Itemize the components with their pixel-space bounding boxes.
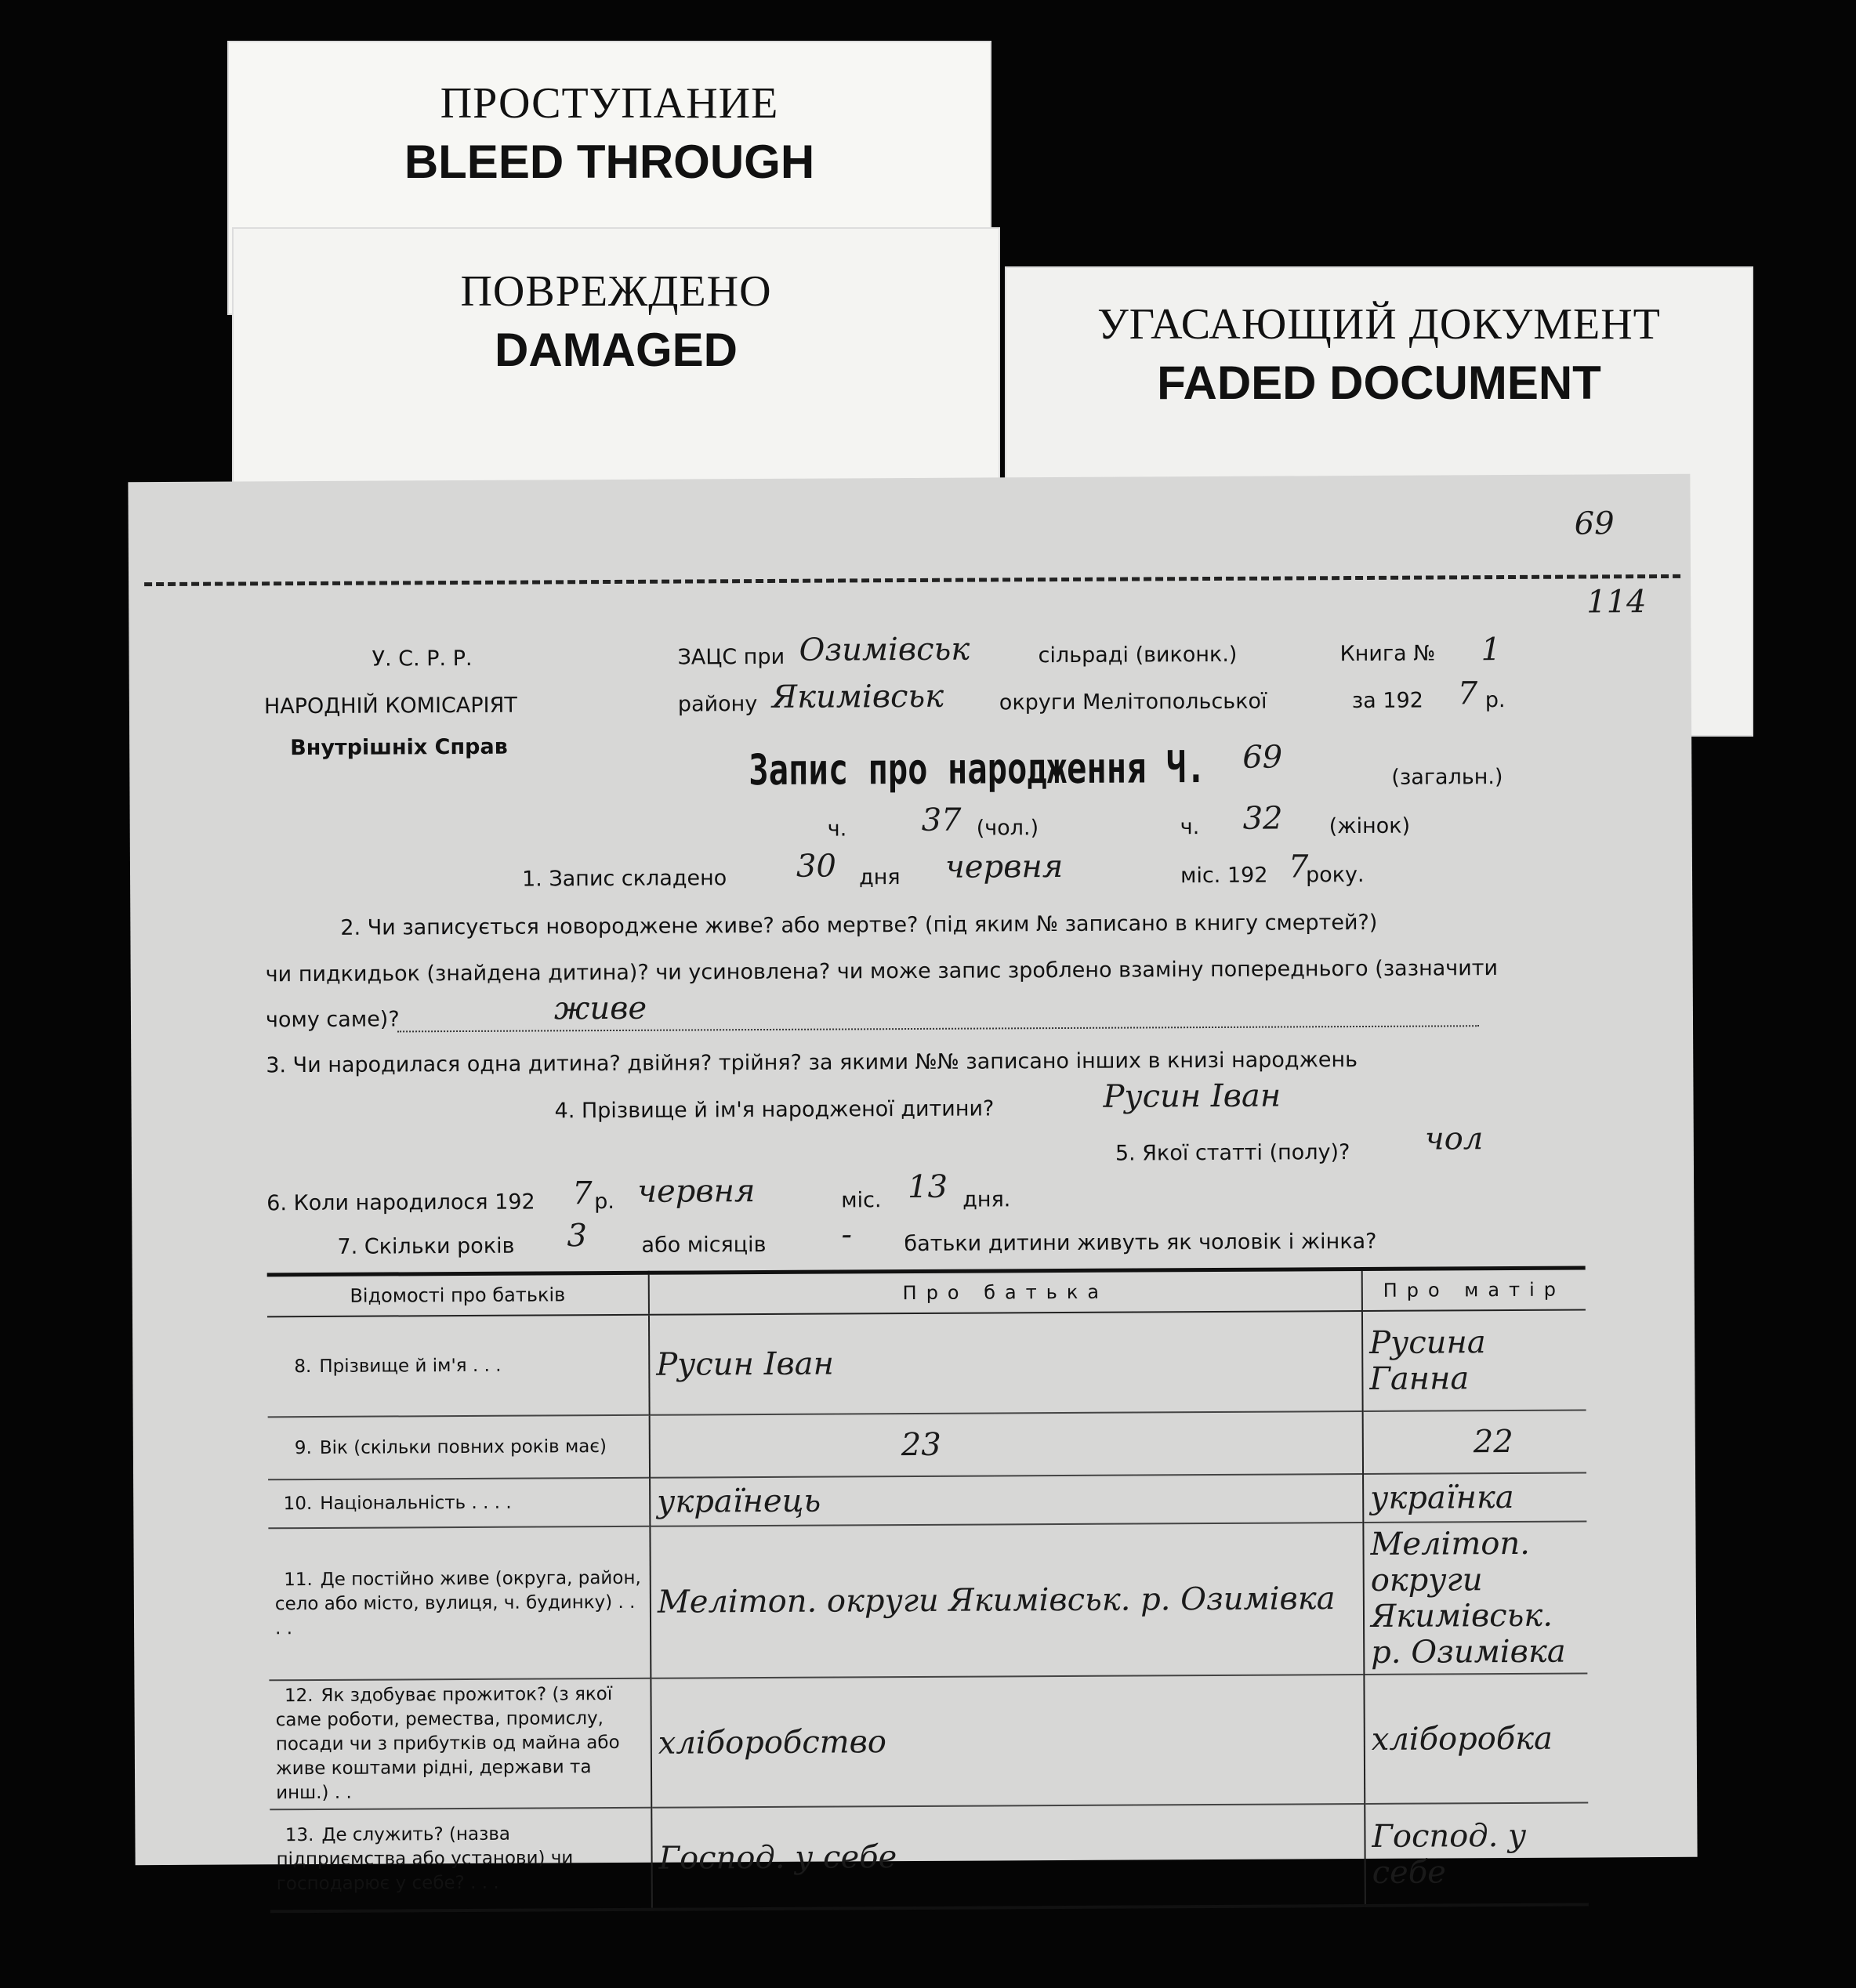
row-label-text: Національність . . . . — [320, 1492, 512, 1514]
ussr-header: У. С. Р. Р. — [372, 646, 473, 672]
father-value: Мелітоп. округи Якимівськ. р. Озимівка — [657, 1581, 1336, 1620]
table-row — [268, 1473, 1586, 1529]
q7-months: - — [841, 1216, 853, 1253]
row-label-text: Як здобуває прожиток? (з якої саме роботи, ремества, промислу, посади чи з прибутків од майна або живе коштами рідні, держави та инш.) . . — [275, 1684, 620, 1804]
father-value: хліборобство — [658, 1723, 887, 1762]
q2-answer: живе — [553, 990, 647, 1027]
bleed-label-en: BLEED THROUGH — [404, 136, 815, 188]
row-label-text: Де постійно живе (округа, район, село або місто, вулиця, ч. будинку) . . . . — [274, 1567, 641, 1639]
faded-label-en: FADED DOCUMENT — [1157, 357, 1601, 409]
q7-years: 3 — [567, 1218, 588, 1255]
father-value: українець — [657, 1483, 821, 1520]
zags-suffix: сільраді (виконк.) — [1038, 642, 1238, 668]
q6-mis: міс. — [841, 1188, 882, 1213]
row-number: 9. — [294, 1437, 312, 1458]
male-ch-label: ч. — [827, 817, 847, 842]
row-label-text: Вік (скільки повних років має) — [319, 1436, 607, 1458]
department-header: Внутрішніх Справ — [290, 734, 508, 761]
q6-label: 6. Коли народилося 192 — [266, 1190, 535, 1216]
row-label — [268, 1526, 651, 1681]
damaged-label — [232, 227, 1000, 486]
q1-mis: міс. 192 — [1180, 863, 1268, 889]
table-row — [268, 1522, 1587, 1681]
row-label — [267, 1315, 650, 1418]
male-number: 37 — [921, 802, 962, 838]
row-number: 8. — [294, 1356, 312, 1377]
birth-record-form — [128, 474, 1697, 1895]
commissariat-header: НАРОДНІЙ КОМІСАРІЯТ — [263, 693, 517, 719]
q7-label: 7. Скільки років — [337, 1233, 515, 1259]
female-label: (жінок) — [1329, 813, 1411, 839]
table-header-row — [267, 1268, 1586, 1316]
q6-dnia: дня. — [962, 1187, 1011, 1212]
header-parents-info: Відомості про батьків — [267, 1273, 649, 1316]
q1-day-word: дня — [858, 865, 901, 890]
female-number: 32 — [1242, 800, 1283, 837]
q4-label: 4. Прізвище й ім'я народженої дитини? — [554, 1096, 995, 1124]
year-suffix: р. — [1484, 688, 1506, 713]
q6-day: 13 — [907, 1168, 948, 1206]
corner-number-1: 69 — [1574, 505, 1615, 542]
row-label — [269, 1678, 651, 1810]
row-label — [268, 1478, 650, 1529]
q7-or-months: або місяців — [641, 1232, 767, 1258]
row-number: 13. — [285, 1825, 314, 1846]
q6-year: 7 — [572, 1175, 593, 1212]
q2-line3: чому саме)? — [265, 1007, 400, 1033]
table-row — [270, 1802, 1589, 1911]
row-label-text: Прізвище й ім'я . . . — [319, 1355, 502, 1377]
parents-table — [267, 1266, 1589, 1914]
district-label: району — [677, 692, 758, 717]
district-value: Якимівськ — [771, 678, 944, 715]
q6-r: р. — [594, 1189, 615, 1215]
mother-value: Господ. у себе — [1372, 1817, 1527, 1891]
q3-text: 3. Чи народилася одна дитина? двійня? трійня? за якими №№ записано інших в книзі народжень — [266, 1048, 1358, 1078]
q1-day: 30 — [796, 848, 836, 885]
q1-month: червня — [944, 848, 1064, 885]
q4-answer: Русин Іван — [1103, 1077, 1281, 1115]
total-label: (загальн.) — [1391, 765, 1503, 790]
book-label: Книга № — [1339, 641, 1436, 667]
q1-year: 7 — [1288, 849, 1309, 885]
okrug-label: округи Мелітопольської — [999, 689, 1267, 715]
mother-value: Мелітоп. округи Якимівськ. р. Озимівка — [1370, 1525, 1566, 1671]
zags-prefix: ЗАЦС при — [677, 644, 785, 670]
row-label — [270, 1808, 652, 1912]
row-number: 10. — [283, 1493, 313, 1514]
q2-line2: чи пидкидьок (знайдена дитина)? чи усиновлена? чи може запис зроблено взаміну попереднього (зазначити — [265, 956, 1499, 987]
row-number: 12. — [284, 1686, 314, 1707]
bleed-label-ru: ПРОСТУПАНИЕ — [440, 79, 779, 128]
q1-roku: року. — [1305, 862, 1365, 888]
record-number: 69 — [1242, 739, 1283, 776]
row-number: 11. — [284, 1569, 313, 1590]
corner-number-2: 114 — [1586, 584, 1647, 621]
table-row — [268, 1410, 1586, 1480]
mother-value: 22 — [1473, 1423, 1513, 1461]
record-title: Запис про народження Ч. — [749, 743, 1206, 795]
mother-value: Русина Ганна — [1369, 1324, 1486, 1397]
father-value: Русин Іван — [656, 1345, 835, 1383]
header-mother: Про матір — [1362, 1268, 1586, 1311]
q7-tail: батьки дитини живуть як чоловік і жінка? — [904, 1229, 1377, 1257]
table-row — [269, 1674, 1588, 1810]
father-value: 23 — [901, 1426, 941, 1464]
mother-value: українка — [1370, 1479, 1514, 1516]
damaged-label-ru: ПОВРЕЖДЕНО — [460, 267, 772, 316]
q6-month: червня — [637, 1173, 756, 1210]
male-label: (чол.) — [976, 816, 1039, 841]
q1-label: 1. Запис складено — [521, 866, 727, 892]
year-value: 7 — [1457, 675, 1478, 712]
father-value: Господ. у себе — [658, 1838, 897, 1877]
female-ch-label: ч. — [1180, 815, 1200, 840]
mother-value: хліборобка — [1371, 1720, 1553, 1758]
perforation-line — [144, 574, 1680, 586]
row-label-text: Де служить? (назва підприємства або установи) чи господарює у себе? . . . — [276, 1823, 574, 1895]
damaged-label-en: DAMAGED — [495, 324, 738, 376]
q5-label: 5. Якої статті (полу)? — [1115, 1140, 1350, 1166]
faded-label-ru: УГАСАЮЩИЙ ДОКУМЕНТ — [1097, 300, 1661, 349]
header-father: Про батька — [649, 1269, 1362, 1315]
book-value: 1 — [1481, 632, 1502, 668]
row-label — [268, 1415, 650, 1480]
year-label: за 192 — [1351, 688, 1423, 714]
q2-line1: 2. Чи записується новороджене живе? або мертве? (під яким № записано в книгу смертей?) — [340, 910, 1378, 940]
q5-answer: чол — [1424, 1121, 1484, 1157]
table-row — [267, 1310, 1586, 1418]
zags-value: Озимівськ — [799, 631, 970, 668]
